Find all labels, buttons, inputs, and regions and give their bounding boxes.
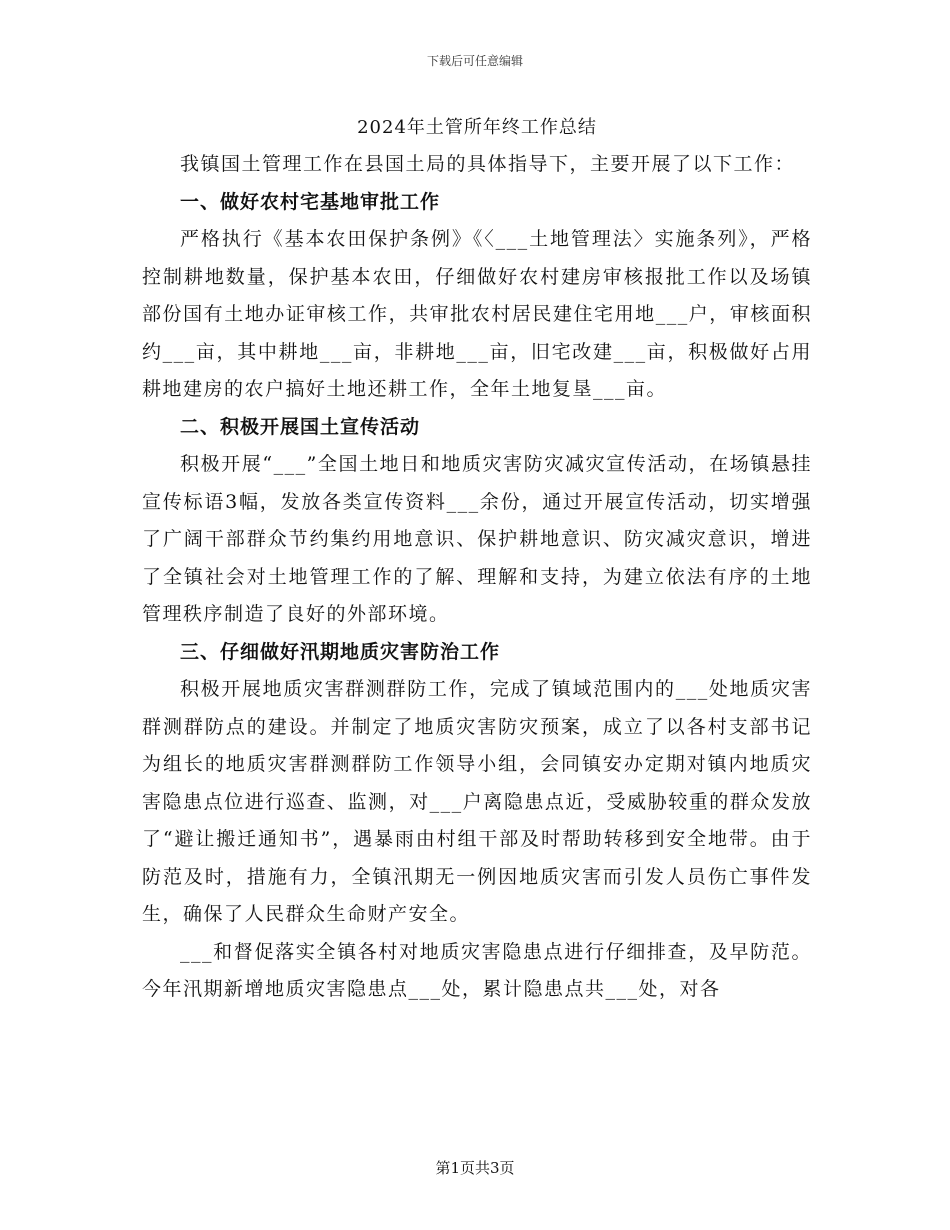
document-title: 2024年土管所年终工作总结 <box>357 117 597 138</box>
section-2-paragraph: 积极开展“___”全国土地日和地质灾害防灾减灾宣传活动，在场镇悬挂宣传标语3幅，发放各类宣传资料___余份，通过开展宣传活动，切实增强了广阔干部群众节约集约用地意识、保护耕地意识、防灾减灾意识，增进了全镇社会对土地管理工作的了解、理解和支持，为建立依法有序的土地管理秩序制造了良好的外部环境。 <box>142 453 812 625</box>
section-1-paragraph: 严格执行《基本农田保护条例》《〈___土地管理法〉实施条列》，严格控制耕地数量，保护基本农田，仔细做好农村建房审核报批工作以及场镇部份国有土地办证审核工作，共审批农村居民建住宅用地___户，审核面积约___亩，其中耕地___亩，非耕地___亩，旧宅改建___亩，积极做好占用耕地建房的农户搞好土地还耕工作，全年土地复垦___亩。 <box>142 228 812 400</box>
page-number: 第1页共3页 <box>435 1159 515 1177</box>
section-3-paragraph-2: ___和督促落实全镇各村对地质灾害隐患点进行仔细排查，及早防范。今年汛期新增地质灾害隐患点___处，累计隐患点共___处，对各 <box>142 940 812 1000</box>
page-header-note: 下载后可任意编辑 <box>426 54 523 68</box>
intro-paragraph: 我镇国土管理工作在县国土局的具体指导下，主要开展了以下工作： <box>180 153 796 175</box>
section-2-heading: 二、积极开展国土宣传活动 <box>180 415 421 438</box>
document-body <box>142 114 812 1009</box>
section-3-paragraph-1: 积极开展地质灾害群测群防工作，完成了镇域范围内的___处地质灾害群测群防点的建设。并制定了地质灾害防灾预案，成立了以各村支部书记为组长的地质灾害群测群防工作领导小组，会同镇安办定期对镇内地质灾害隐患点位进行巡查、监测，对___户离隐患点近，受威胁较重的群众发放了“避让搬迁通知书”，遇暴雨由村组干部及时帮助转移到安全地带。由于防范及时，措施有力，全镇汛期无一例因地质灾害而引发人员伤亡事件发生，确保了人民群众生命财产安全。 <box>142 678 812 925</box>
section-1-heading: 一、做好农村宅基地审批工作 <box>180 190 441 213</box>
section-3-heading: 三、仔细做好汛期地质灾害防治工作 <box>180 640 501 663</box>
